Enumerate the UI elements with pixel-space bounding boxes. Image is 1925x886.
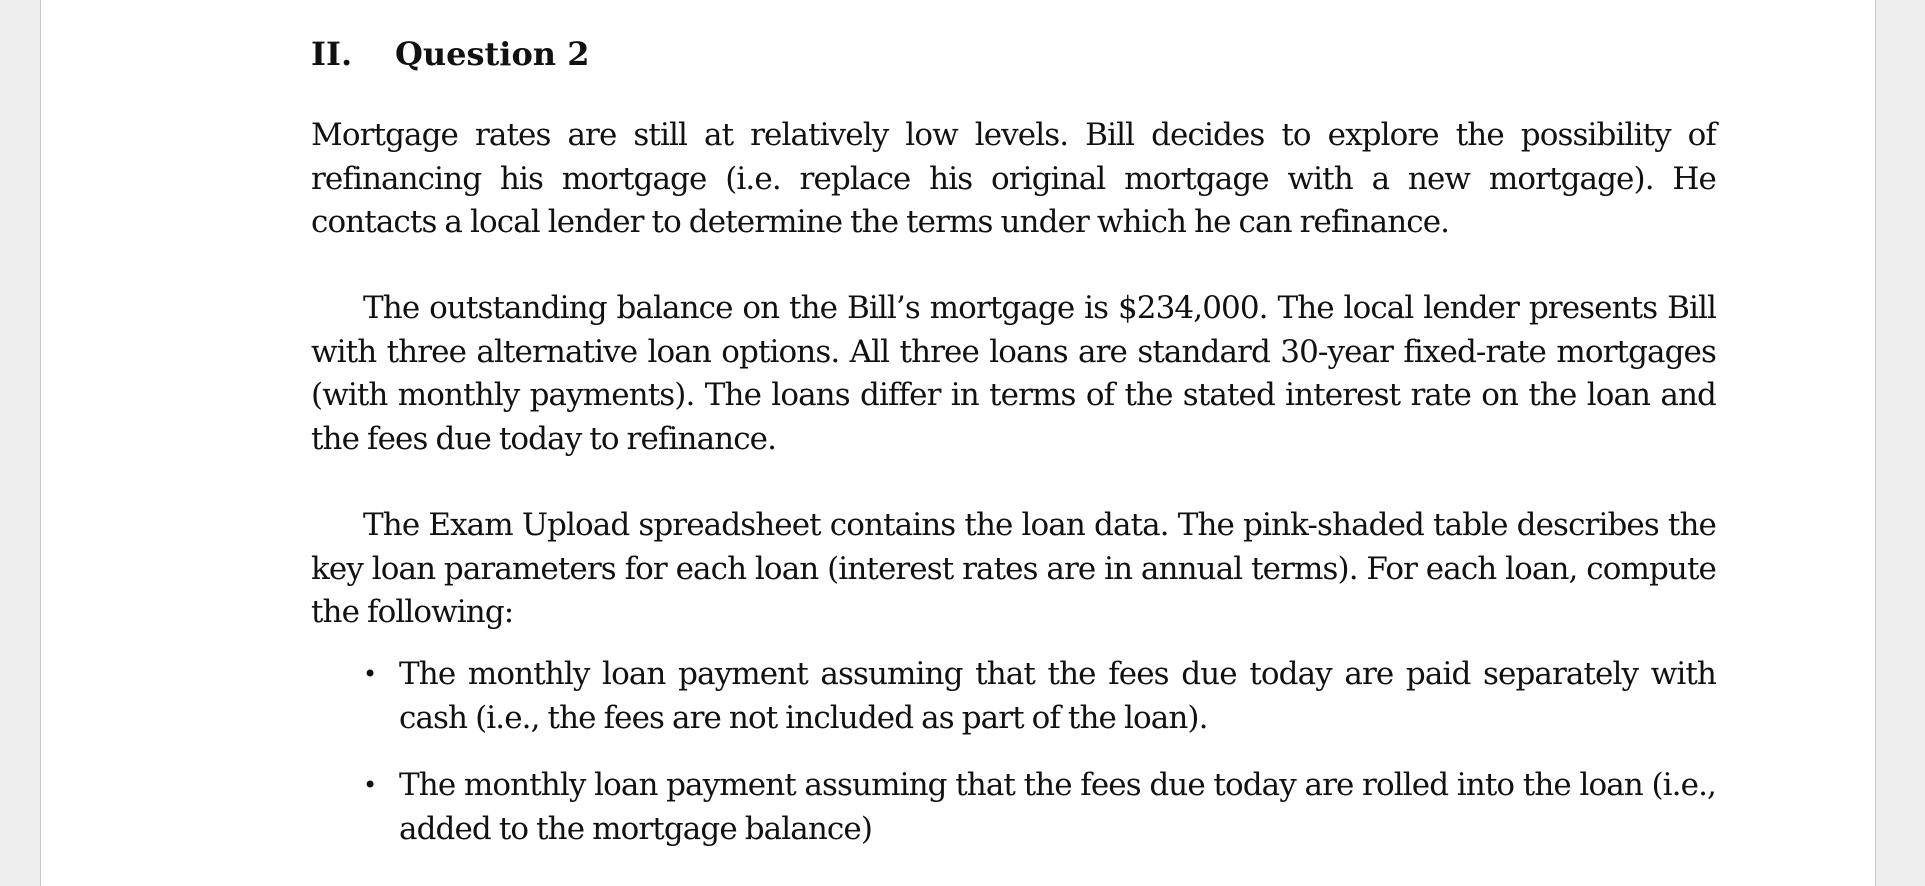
section-number: II. [311, 35, 353, 73]
section-title: Question 2 [395, 35, 590, 73]
list-item-text: The monthly loan payment assuming that the fees due today are rolled into the loan (i.e., added to the mortgage balance) [399, 767, 1716, 847]
document-page [40, 0, 1876, 886]
paragraph-instructions: The Exam Upload spreadsheet contains the loan data. The pink-shaded table describes the key loan parameters for each loan (interest rates are in annual terms). For each loan, compute the following: [311, 507, 1716, 630]
section-heading [311, 34, 589, 74]
list-item-text: The monthly loan payment assuming that the fees due today are paid separately with cash (i.e., the fees are not included as part of the loan). [399, 656, 1716, 736]
list-item [363, 764, 1716, 851]
list-item [363, 653, 1716, 740]
bullet-icon: • [363, 771, 377, 799]
paragraph-balance: The outstanding balance on the Bill’s mortgage is $234,000. The local lender presents Bill with three alternative loan options. All three loans are standard 30-year fixed-rate mortgages (with monthly payments). The loans differ in terms of the stated interest rate on the loan and the fees due today to refinance. [311, 290, 1716, 457]
paragraph-intro: Mortgage rates are still at relatively low levels. Bill decides to explore the possibility of refinancing his mortgage (i.e. replace his original mortgage with a new mortgage). He contacts a local lender to determine the terms under which he can refinance. [311, 117, 1716, 240]
task-list [363, 653, 1716, 875]
bullet-icon: • [363, 660, 377, 688]
